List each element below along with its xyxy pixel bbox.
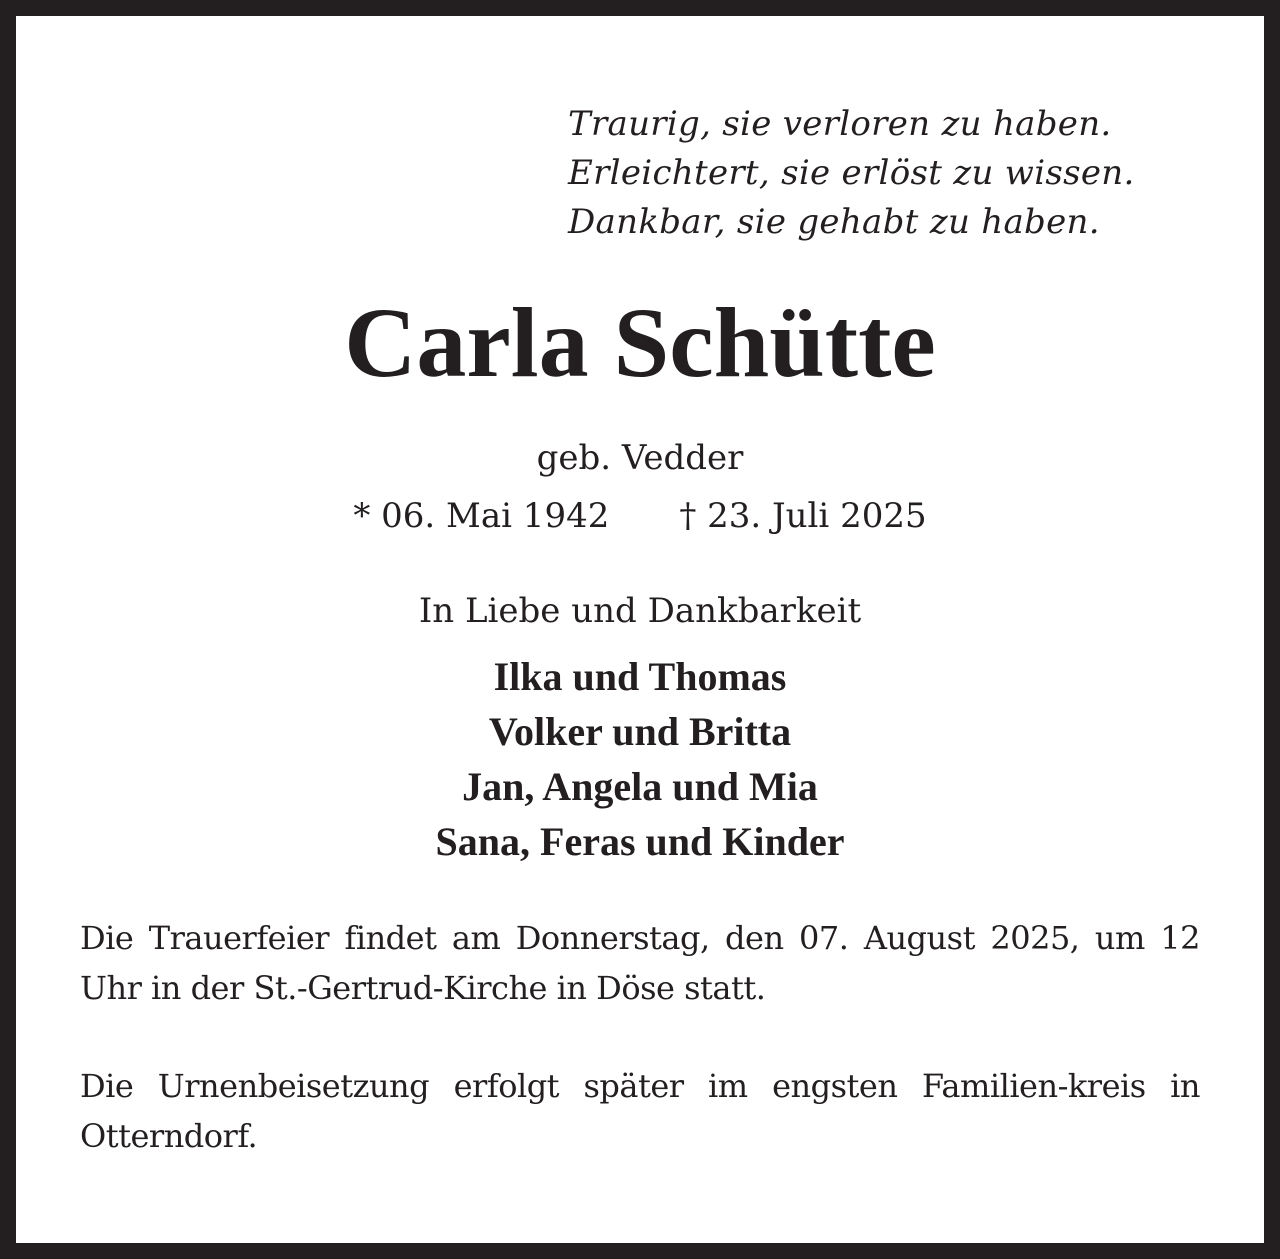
mourners-list [16, 649, 1264, 869]
mourner-entry: Jan, Angela und Mia [462, 764, 818, 809]
urn-burial-info: Die Urnenbeisetzung erfolgt später im engsten Familien-kreis in Otterndorf. [80, 1067, 1200, 1155]
mourner-entry: Sana, Feras und Kinder [435, 819, 845, 864]
mourner-entry: Volker und Britta [488, 709, 792, 754]
obituary-notice [16, 16, 1264, 1243]
quote-line: Erleichtert, sie erlöst zu wissen. [568, 153, 1135, 193]
maiden-name: geb. Vedder [536, 438, 744, 478]
birth-date: * 06. Mai 1942 [353, 496, 610, 536]
deceased-name: Carla Schütte [344, 287, 936, 398]
memorial-quote [568, 100, 1135, 247]
dedication-line: In Liebe und Dankbarkeit [418, 591, 862, 631]
quote-line: Traurig, sie verloren zu haben. [568, 104, 1112, 144]
mourner-entry: Ilka und Thomas [493, 654, 787, 699]
life-dates [16, 492, 1264, 540]
death-date: † 23. Juli 2025 [679, 496, 927, 536]
quote-line: Dankbar, sie gehabt zu haben. [568, 202, 1100, 242]
funeral-service-info: Die Trauerfeier findet am Donnerstag, den 07. August 2025, um 12 Uhr in der St.-Gertrud-Kirche in Döse statt. [80, 919, 1200, 1007]
